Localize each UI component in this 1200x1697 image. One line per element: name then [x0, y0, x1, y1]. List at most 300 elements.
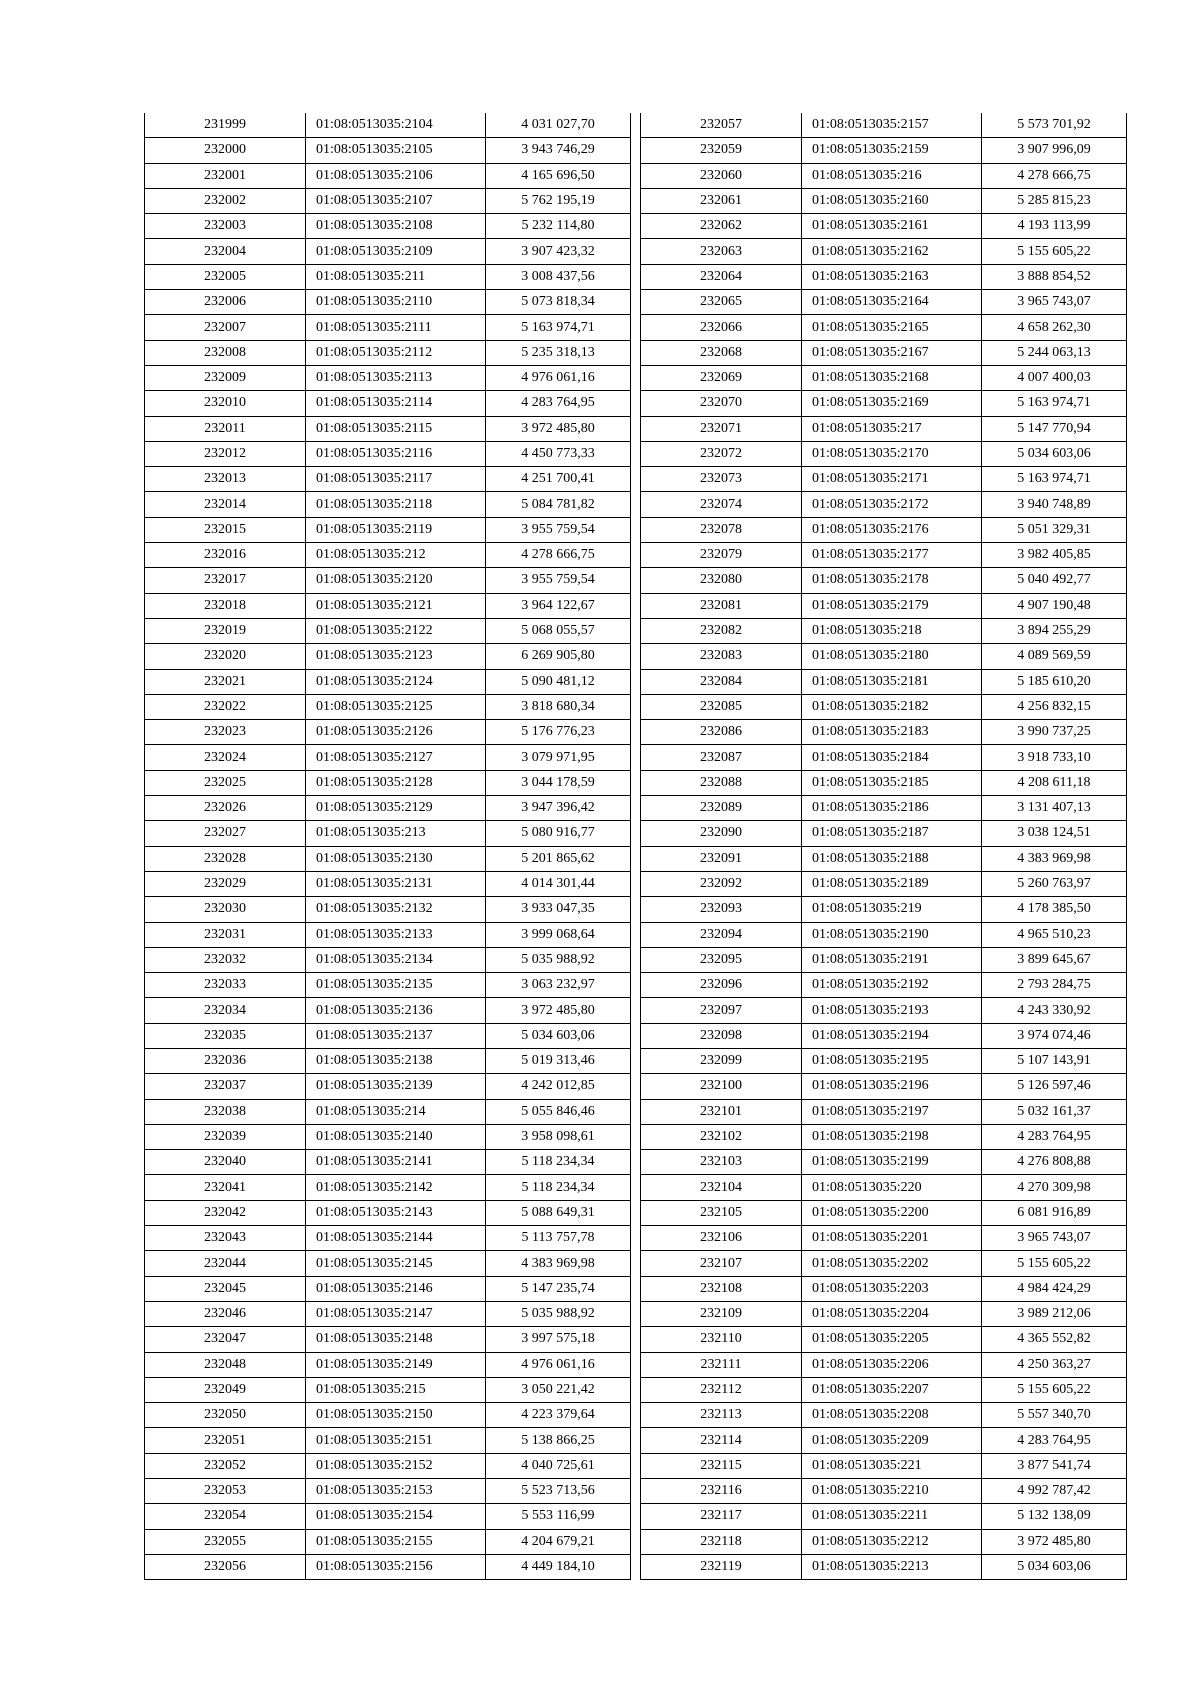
cadastral-number-cell: 01:08:0513035:2117 [306, 467, 486, 492]
table-row [641, 543, 1127, 568]
table-row [641, 947, 1127, 972]
table-row [641, 315, 1127, 340]
record-number-cell: 232051 [145, 1428, 306, 1453]
value-cell: 4 449 184,10 [486, 1554, 631, 1579]
cadastral-number-cell: 01:08:0513035:2185 [802, 770, 982, 795]
table-row [145, 1301, 631, 1326]
value-cell: 5 235 318,13 [486, 340, 631, 365]
cadastral-number-cell: 01:08:0513035:2119 [306, 517, 486, 542]
record-number-cell: 232029 [145, 871, 306, 896]
record-number-cell: 232038 [145, 1099, 306, 1124]
value-cell: 4 450 773,33 [486, 441, 631, 466]
table-row [641, 922, 1127, 947]
table-row [145, 1074, 631, 1099]
record-number-cell: 232071 [641, 416, 802, 441]
record-number-cell: 232033 [145, 973, 306, 998]
cadastral-number-cell: 01:08:0513035:2168 [802, 365, 982, 390]
table-row [145, 846, 631, 871]
table-row [641, 1226, 1127, 1251]
table-row [145, 543, 631, 568]
value-cell: 4 208 611,18 [982, 770, 1127, 795]
value-cell: 4 976 061,16 [486, 1352, 631, 1377]
table-row [145, 1124, 631, 1149]
table-row [641, 1377, 1127, 1402]
value-cell: 5 035 988,92 [486, 947, 631, 972]
table-row [145, 644, 631, 669]
cadastral-number-cell: 01:08:0513035:2209 [802, 1428, 982, 1453]
value-cell: 3 999 068,64 [486, 922, 631, 947]
cadastral-number-cell: 01:08:0513035:2111 [306, 315, 486, 340]
record-number-cell: 232036 [145, 1048, 306, 1073]
record-number-cell: 232084 [641, 669, 802, 694]
cadastral-number-cell: 01:08:0513035:2126 [306, 720, 486, 745]
record-number-cell: 232030 [145, 897, 306, 922]
cadastral-number-cell: 01:08:0513035:2202 [802, 1251, 982, 1276]
record-number-cell: 232060 [641, 163, 802, 188]
record-number-cell: 232062 [641, 214, 802, 239]
record-number-cell: 232034 [145, 998, 306, 1023]
table-row [641, 1403, 1127, 1428]
record-number-cell: 232103 [641, 1150, 802, 1175]
table-row [145, 113, 631, 138]
record-number-cell: 232032 [145, 947, 306, 972]
cadastral-number-cell: 01:08:0513035:2176 [802, 517, 982, 542]
record-number-cell: 232097 [641, 998, 802, 1023]
table-row [145, 214, 631, 239]
table-row [145, 1327, 631, 1352]
table-row [641, 1048, 1127, 1073]
cadastral-number-cell: 01:08:0513035:2138 [306, 1048, 486, 1073]
table-row [641, 1301, 1127, 1326]
record-number-cell: 232116 [641, 1479, 802, 1504]
cadastral-number-cell: 01:08:0513035:2124 [306, 669, 486, 694]
table-row [145, 1175, 631, 1200]
table-row [145, 1200, 631, 1225]
table-row [641, 821, 1127, 846]
right-data-table [640, 113, 1127, 1580]
table-row [641, 1200, 1127, 1225]
value-cell: 5 147 235,74 [486, 1276, 631, 1301]
record-number-cell: 232021 [145, 669, 306, 694]
value-cell: 3 965 743,07 [982, 290, 1127, 315]
record-number-cell: 232048 [145, 1352, 306, 1377]
table-row [145, 1352, 631, 1377]
value-cell: 5 118 234,34 [486, 1150, 631, 1175]
cadastral-number-cell: 01:08:0513035:2184 [802, 745, 982, 770]
record-number-cell: 232006 [145, 290, 306, 315]
table-row [145, 188, 631, 213]
value-cell: 4 089 569,59 [982, 644, 1127, 669]
table-row [145, 315, 631, 340]
cadastral-number-cell: 01:08:0513035:2192 [802, 973, 982, 998]
value-cell: 3 972 485,80 [982, 1529, 1127, 1554]
cadastral-number-cell: 01:08:0513035:2190 [802, 922, 982, 947]
record-number-cell: 232119 [641, 1554, 802, 1579]
cadastral-number-cell: 01:08:0513035:2208 [802, 1403, 982, 1428]
record-number-cell: 232082 [641, 618, 802, 643]
record-number-cell: 232094 [641, 922, 802, 947]
value-cell: 3 888 854,52 [982, 264, 1127, 289]
record-number-cell: 232028 [145, 846, 306, 871]
table-row [641, 846, 1127, 871]
table-row [145, 264, 631, 289]
value-cell: 4 031 027,70 [486, 113, 631, 138]
record-number-cell: 232074 [641, 492, 802, 517]
value-cell: 4 658 262,30 [982, 315, 1127, 340]
table-row [641, 998, 1127, 1023]
value-cell: 4 256 832,15 [982, 694, 1127, 719]
cadastral-number-cell: 01:08:0513035:220 [802, 1175, 982, 1200]
table-row [641, 618, 1127, 643]
cadastral-number-cell: 01:08:0513035:2145 [306, 1251, 486, 1276]
table-row [641, 1150, 1127, 1175]
record-number-cell: 232002 [145, 188, 306, 213]
record-number-cell: 232109 [641, 1301, 802, 1326]
value-cell: 3 997 575,18 [486, 1327, 631, 1352]
cadastral-number-cell: 01:08:0513035:2167 [802, 340, 982, 365]
record-number-cell: 232045 [145, 1276, 306, 1301]
cadastral-number-cell: 01:08:0513035:213 [306, 821, 486, 846]
record-number-cell: 232010 [145, 391, 306, 416]
record-number-cell: 232056 [145, 1554, 306, 1579]
table-row [145, 517, 631, 542]
value-cell: 5 762 195,19 [486, 188, 631, 213]
cadastral-number-cell: 01:08:0513035:2199 [802, 1150, 982, 1175]
record-number-cell: 232015 [145, 517, 306, 542]
cadastral-number-cell: 01:08:0513035:2156 [306, 1554, 486, 1579]
record-number-cell: 232107 [641, 1251, 802, 1276]
record-number-cell: 232037 [145, 1074, 306, 1099]
cadastral-number-cell: 01:08:0513035:2153 [306, 1479, 486, 1504]
record-number-cell: 232066 [641, 315, 802, 340]
value-cell: 4 251 700,41 [486, 467, 631, 492]
value-cell: 5 118 234,34 [486, 1175, 631, 1200]
table-row [641, 1327, 1127, 1352]
table-row [145, 998, 631, 1023]
table-row [641, 1529, 1127, 1554]
value-cell: 5 032 161,37 [982, 1099, 1127, 1124]
cadastral-number-cell: 01:08:0513035:2116 [306, 441, 486, 466]
value-cell: 5 244 063,13 [982, 340, 1127, 365]
value-cell: 4 243 330,92 [982, 998, 1127, 1023]
value-cell: 5 573 701,92 [982, 113, 1127, 138]
cadastral-number-cell: 01:08:0513035:2123 [306, 644, 486, 669]
value-cell: 3 990 737,25 [982, 720, 1127, 745]
cadastral-number-cell: 01:08:0513035:2135 [306, 973, 486, 998]
record-number-cell: 232003 [145, 214, 306, 239]
record-number-cell: 232018 [145, 593, 306, 618]
table-row [145, 821, 631, 846]
cadastral-number-cell: 01:08:0513035:216 [802, 163, 982, 188]
value-cell: 5 132 138,09 [982, 1504, 1127, 1529]
value-cell: 3 899 645,67 [982, 947, 1127, 972]
record-number-cell: 232102 [641, 1124, 802, 1149]
value-cell: 5 113 757,78 [486, 1226, 631, 1251]
table-row [145, 1479, 631, 1504]
table-row [641, 365, 1127, 390]
cadastral-number-cell: 01:08:0513035:2150 [306, 1403, 486, 1428]
table-row [145, 391, 631, 416]
value-cell: 4 165 696,50 [486, 163, 631, 188]
value-cell: 5 084 781,82 [486, 492, 631, 517]
cadastral-number-cell: 01:08:0513035:2109 [306, 239, 486, 264]
cadastral-number-cell: 01:08:0513035:2133 [306, 922, 486, 947]
value-cell: 3 943 746,29 [486, 138, 631, 163]
value-cell: 5 034 603,06 [982, 441, 1127, 466]
table-row [145, 973, 631, 998]
table-row [641, 1124, 1127, 1149]
record-number-cell: 232092 [641, 871, 802, 896]
cadastral-number-cell: 01:08:0513035:2182 [802, 694, 982, 719]
value-cell: 3 050 221,42 [486, 1377, 631, 1402]
table-row [145, 239, 631, 264]
table-row [145, 1403, 631, 1428]
value-cell: 5 138 866,25 [486, 1428, 631, 1453]
record-number-cell: 232110 [641, 1327, 802, 1352]
value-cell: 5 155 605,22 [982, 1377, 1127, 1402]
value-cell: 3 063 232,97 [486, 973, 631, 998]
value-cell: 4 193 113,99 [982, 214, 1127, 239]
cadastral-number-cell: 01:08:0513035:2127 [306, 745, 486, 770]
record-number-cell: 232053 [145, 1479, 306, 1504]
cadastral-number-cell: 01:08:0513035:2211 [802, 1504, 982, 1529]
record-number-cell: 232070 [641, 391, 802, 416]
table-row [145, 568, 631, 593]
cadastral-number-cell: 01:08:0513035:2118 [306, 492, 486, 517]
value-cell: 5 040 492,77 [982, 568, 1127, 593]
value-cell: 3 947 396,42 [486, 796, 631, 821]
value-cell: 2 793 284,75 [982, 973, 1127, 998]
table-row [641, 1352, 1127, 1377]
record-number-cell: 232025 [145, 770, 306, 795]
value-cell: 3 982 405,85 [982, 543, 1127, 568]
cadastral-number-cell: 01:08:0513035:2131 [306, 871, 486, 896]
table-row [145, 290, 631, 315]
cadastral-number-cell: 01:08:0513035:211 [306, 264, 486, 289]
table-row [641, 1276, 1127, 1301]
cadastral-number-cell: 01:08:0513035:2148 [306, 1327, 486, 1352]
table-row [145, 1150, 631, 1175]
value-cell: 5 068 055,57 [486, 618, 631, 643]
record-number-cell: 232105 [641, 1200, 802, 1225]
record-number-cell: 232114 [641, 1428, 802, 1453]
value-cell: 3 918 733,10 [982, 745, 1127, 770]
table-row [145, 467, 631, 492]
cadastral-number-cell: 01:08:0513035:2200 [802, 1200, 982, 1225]
table-row [641, 694, 1127, 719]
table-row [145, 669, 631, 694]
record-number-cell: 232081 [641, 593, 802, 618]
table-row [145, 871, 631, 896]
table-row [145, 1226, 631, 1251]
value-cell: 3 933 047,35 [486, 897, 631, 922]
value-cell: 4 204 679,21 [486, 1529, 631, 1554]
cadastral-number-cell: 01:08:0513035:2189 [802, 871, 982, 896]
record-number-cell: 232085 [641, 694, 802, 719]
cadastral-number-cell: 01:08:0513035:2115 [306, 416, 486, 441]
record-number-cell: 232009 [145, 365, 306, 390]
cadastral-number-cell: 01:08:0513035:2151 [306, 1428, 486, 1453]
table-row [145, 1453, 631, 1478]
table-row [641, 492, 1127, 517]
table-row [641, 770, 1127, 795]
value-cell: 3 818 680,34 [486, 694, 631, 719]
table-row [145, 1023, 631, 1048]
record-number-cell: 232059 [641, 138, 802, 163]
cadastral-number-cell: 01:08:0513035:2142 [306, 1175, 486, 1200]
table-row [641, 669, 1127, 694]
record-number-cell: 232090 [641, 821, 802, 846]
table-row [641, 973, 1127, 998]
table-row [641, 593, 1127, 618]
value-cell: 4 283 764,95 [486, 391, 631, 416]
record-number-cell: 232087 [641, 745, 802, 770]
record-number-cell: 232061 [641, 188, 802, 213]
value-cell: 6 269 905,80 [486, 644, 631, 669]
cadastral-number-cell: 01:08:0513035:2149 [306, 1352, 486, 1377]
cadastral-number-cell: 01:08:0513035:2196 [802, 1074, 982, 1099]
record-number-cell: 232039 [145, 1124, 306, 1149]
right-table-body [641, 113, 1127, 1580]
value-cell: 4 278 666,75 [982, 163, 1127, 188]
record-number-cell: 232100 [641, 1074, 802, 1099]
table-row [145, 1554, 631, 1579]
value-cell: 4 365 552,82 [982, 1327, 1127, 1352]
value-cell: 4 276 808,88 [982, 1150, 1127, 1175]
record-number-cell: 232101 [641, 1099, 802, 1124]
table-row [145, 492, 631, 517]
record-number-cell: 232086 [641, 720, 802, 745]
table-row [641, 1074, 1127, 1099]
table-row [145, 897, 631, 922]
record-number-cell: 232005 [145, 264, 306, 289]
cadastral-number-cell: 01:08:0513035:2203 [802, 1276, 982, 1301]
cadastral-number-cell: 01:08:0513035:2146 [306, 1276, 486, 1301]
cadastral-number-cell: 01:08:0513035:2195 [802, 1048, 982, 1073]
record-number-cell: 232044 [145, 1251, 306, 1276]
value-cell: 4 040 725,61 [486, 1453, 631, 1478]
cadastral-number-cell: 01:08:0513035:221 [802, 1453, 982, 1478]
value-cell: 5 232 114,80 [486, 214, 631, 239]
cadastral-number-cell: 01:08:0513035:217 [802, 416, 982, 441]
table-row [145, 947, 631, 972]
record-number-cell: 232008 [145, 340, 306, 365]
cadastral-number-cell: 01:08:0513035:2165 [802, 315, 982, 340]
table-row [641, 391, 1127, 416]
value-cell: 4 007 400,03 [982, 365, 1127, 390]
cadastral-number-cell: 01:08:0513035:2154 [306, 1504, 486, 1529]
cadastral-number-cell: 01:08:0513035:2144 [306, 1226, 486, 1251]
table-row [145, 1099, 631, 1124]
record-number-cell: 232020 [145, 644, 306, 669]
cadastral-number-cell: 01:08:0513035:2197 [802, 1099, 982, 1124]
cadastral-number-cell: 01:08:0513035:2213 [802, 1554, 982, 1579]
table-row [145, 922, 631, 947]
record-number-cell: 232095 [641, 947, 802, 972]
record-number-cell: 232098 [641, 1023, 802, 1048]
record-number-cell: 231999 [145, 113, 306, 138]
cadastral-number-cell: 01:08:0513035:2207 [802, 1377, 982, 1402]
value-cell: 4 270 309,98 [982, 1175, 1127, 1200]
value-cell: 3 907 423,32 [486, 239, 631, 264]
table-row [641, 416, 1127, 441]
cadastral-number-cell: 01:08:0513035:2171 [802, 467, 982, 492]
value-cell: 5 553 116,99 [486, 1504, 631, 1529]
value-cell: 5 523 713,56 [486, 1479, 631, 1504]
value-cell: 5 155 605,22 [982, 1251, 1127, 1276]
record-number-cell: 232026 [145, 796, 306, 821]
cadastral-number-cell: 01:08:0513035:212 [306, 543, 486, 568]
cadastral-number-cell: 01:08:0513035:218 [802, 618, 982, 643]
record-number-cell: 232073 [641, 467, 802, 492]
value-cell: 5 163 974,71 [486, 315, 631, 340]
cadastral-number-cell: 01:08:0513035:214 [306, 1099, 486, 1124]
cadastral-number-cell: 01:08:0513035:2140 [306, 1124, 486, 1149]
table-row [641, 517, 1127, 542]
table-row [641, 796, 1127, 821]
record-number-cell: 232042 [145, 1200, 306, 1225]
record-number-cell: 232088 [641, 770, 802, 795]
table-row [641, 1023, 1127, 1048]
table-row [641, 644, 1127, 669]
cadastral-number-cell: 01:08:0513035:2187 [802, 821, 982, 846]
record-number-cell: 232078 [641, 517, 802, 542]
cadastral-number-cell: 01:08:0513035:2147 [306, 1301, 486, 1326]
value-cell: 5 080 916,77 [486, 821, 631, 846]
table-row [641, 290, 1127, 315]
record-number-cell: 232068 [641, 340, 802, 365]
table-row [641, 1504, 1127, 1529]
record-number-cell: 232117 [641, 1504, 802, 1529]
cadastral-number-cell: 01:08:0513035:2164 [802, 290, 982, 315]
value-cell: 5 090 481,12 [486, 669, 631, 694]
record-number-cell: 232046 [145, 1301, 306, 1326]
value-cell: 5 088 649,31 [486, 1200, 631, 1225]
cadastral-number-cell: 01:08:0513035:2108 [306, 214, 486, 239]
table-row [641, 1175, 1127, 1200]
cadastral-number-cell: 01:08:0513035:2110 [306, 290, 486, 315]
value-cell: 4 250 363,27 [982, 1352, 1127, 1377]
cadastral-number-cell: 01:08:0513035:2113 [306, 365, 486, 390]
table-row [145, 365, 631, 390]
value-cell: 5 155 605,22 [982, 239, 1127, 264]
value-cell: 4 383 969,98 [982, 846, 1127, 871]
record-number-cell: 232012 [145, 441, 306, 466]
table-row [145, 720, 631, 745]
cadastral-number-cell: 01:08:0513035:2179 [802, 593, 982, 618]
value-cell: 5 260 763,97 [982, 871, 1127, 896]
cadastral-number-cell: 01:08:0513035:2163 [802, 264, 982, 289]
cadastral-number-cell: 01:08:0513035:2143 [306, 1200, 486, 1225]
cadastral-number-cell: 01:08:0513035:2204 [802, 1301, 982, 1326]
cadastral-number-cell: 01:08:0513035:2183 [802, 720, 982, 745]
record-number-cell: 232115 [641, 1453, 802, 1478]
value-cell: 3 958 098,61 [486, 1124, 631, 1149]
cadastral-number-cell: 01:08:0513035:2181 [802, 669, 982, 694]
value-cell: 5 035 988,92 [486, 1301, 631, 1326]
value-cell: 3 972 485,80 [486, 998, 631, 1023]
value-cell: 5 163 974,71 [982, 467, 1127, 492]
value-cell: 5 147 770,94 [982, 416, 1127, 441]
record-number-cell: 232024 [145, 745, 306, 770]
record-number-cell: 232011 [145, 416, 306, 441]
table-row [641, 1453, 1127, 1478]
table-row [641, 340, 1127, 365]
cadastral-number-cell: 01:08:0513035:2193 [802, 998, 982, 1023]
table-row [641, 239, 1127, 264]
record-number-cell: 232052 [145, 1453, 306, 1478]
cadastral-number-cell: 01:08:0513035:2191 [802, 947, 982, 972]
